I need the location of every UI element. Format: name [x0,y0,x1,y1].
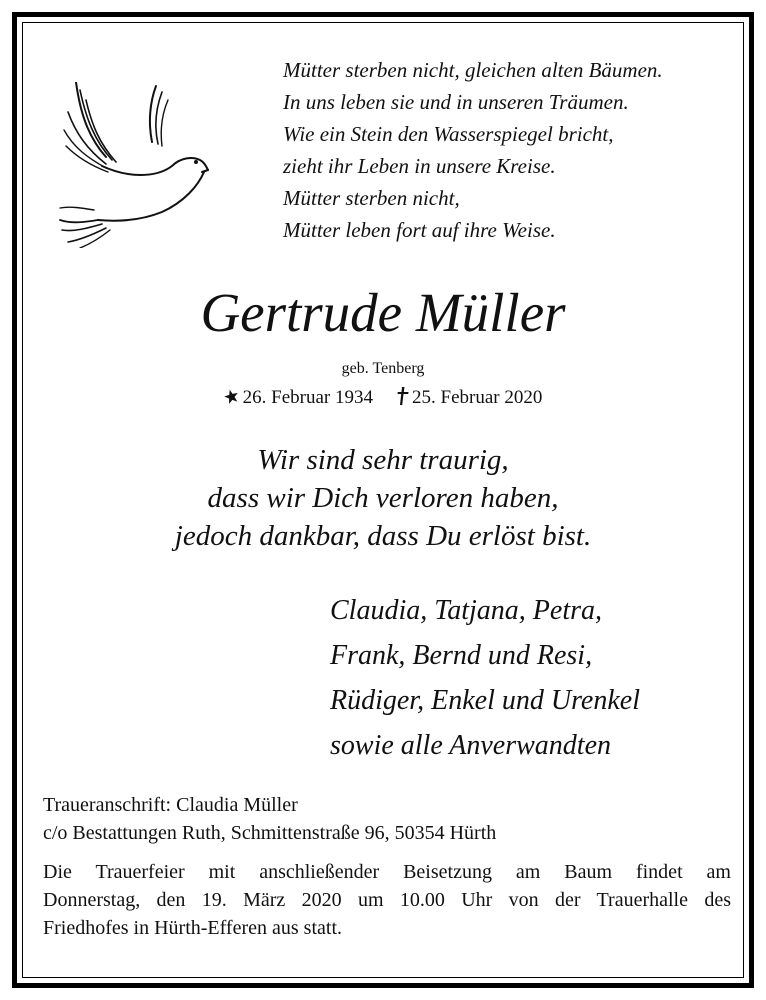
poem-line: Mütter sterben nicht, [283,186,460,210]
poem-line: Wie ein Stein den Wasserspiegel bricht, [283,122,614,146]
star-icon [224,389,239,404]
verse-line: Wir sind sehr traurig, [257,444,509,476]
poem [283,54,663,246]
birth-date: 26. Februar 1934 [242,387,373,408]
mourners-line: Frank, Bernd und Resi, [330,640,593,671]
address-line: Traueranschrift: Claudia Müller [43,794,298,816]
verse-line: jedoch dankbar, dass Du erlöst bist. [174,520,592,552]
mourners-line: sowie alle Anverwandten [330,730,611,761]
verse-line: dass wir Dich verloren haben, [207,482,559,514]
address-line: c/o Bestattungen Ruth, Schmittenstraße 96, 50354 Hürth [43,822,497,844]
poem-line: Mütter leben fort auf ihre Weise. [283,218,556,242]
notice-line: Die Trauerfeier mit anschließender Beisetzung am Baum findet am [43,861,731,883]
funeral-notice [43,858,731,942]
deceased-name: Gertrude Müller [200,282,566,343]
life-dates [0,387,766,409]
poem-line: zieht ihr Leben in unsere Kreise. [283,154,556,178]
notice-line: Donnerstag, den 19. März 2020 um 10.00 Uhr von der Trauerhalle des [43,889,731,911]
mourners-line: Rüdiger, Enkel und Urenkel [330,685,640,716]
dove-icon [58,82,210,248]
poem-line: In uns leben sie und in unseren Träumen. [283,90,629,114]
maiden-name: geb. Tenberg [341,360,425,377]
mourning-address [43,791,496,847]
cross-icon [397,387,409,405]
mourners-list [330,588,640,768]
notice-line: Friedhofes in Hürth-Efferen aus statt. [43,917,342,939]
poem-line: Mütter sterben nicht, gleichen alten Bäumen. [283,58,663,82]
mourners-line: Claudia, Tatjana, Petra, [330,595,603,626]
verse [0,441,766,555]
death-date: 25. Februar 2020 [412,387,543,408]
